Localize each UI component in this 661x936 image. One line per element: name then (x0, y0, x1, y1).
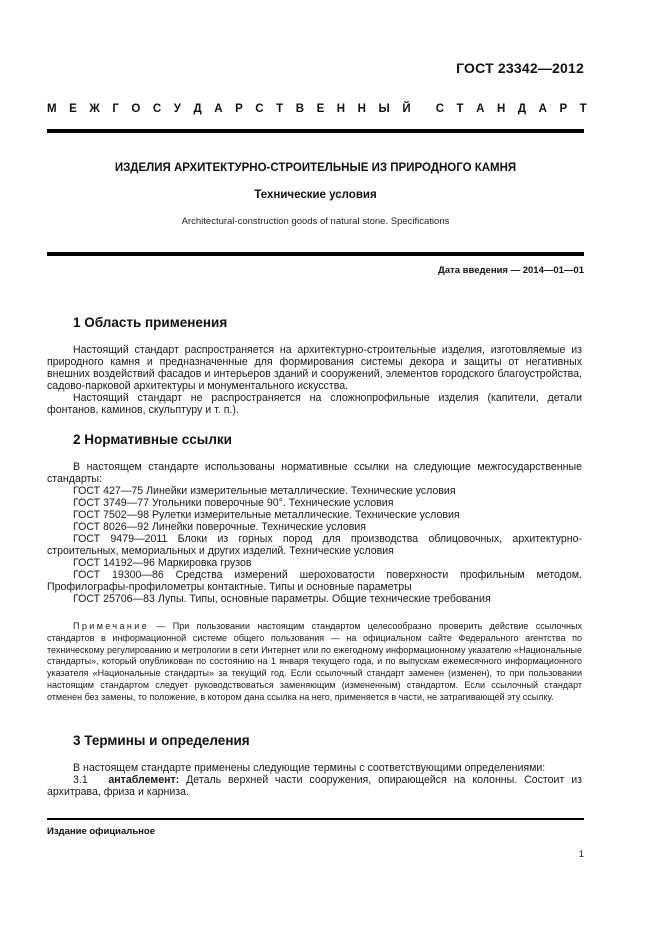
heading-letter: Т (456, 103, 464, 115)
section-3-heading: 3 Термины и определения (73, 733, 250, 748)
document-title: ИЗДЕЛИЯ АРХИТЕКТУРНО-СТРОИТЕЛЬНЫЕ ИЗ ПРИРОДНОГО КАМНЯ (114, 162, 517, 174)
heading-letter: М (47, 103, 57, 115)
reference-item: ГОСТ 14192—96 Маркировка грузов (73, 557, 252, 569)
reference-item: ГОСТ 9479—2011 Блоки из горных пород для производства облицовочных, архитектурно-строительных, мемориальных и других изделий. Технические условия (47, 533, 582, 557)
references-list (47, 461, 582, 605)
note-label: Примечание (73, 621, 150, 631)
title-rule (47, 252, 584, 256)
page-number: 1 (578, 849, 584, 860)
paragraph: Настоящий стандарт распространяется на архитектурно-строительные изделия, изготовляемые из природного камня и предназначенные для формирования системы декора и защиты от негативных внешних воздействий фасадов и интерьеров зданий и сооружений, элементов городского благоустройства, садово-парковой архитектуры и монументального искусства. (47, 344, 582, 392)
standard-type-heading (47, 103, 587, 115)
official-edition-label: Издание официальное (47, 826, 155, 837)
reference-item: ГОСТ 19300—86 Средства измерений шероховатости поверхности профильным методом. Профилографы-профилометры контактные. Типы и основные параметры (47, 569, 582, 593)
heading-letter: А (538, 103, 547, 115)
paragraph: Настоящий стандарт не распространяется на сложнопрофильные изделия (капители, детали фонтанов, каминов, скульптуру и т. п.). (47, 392, 582, 416)
paragraph: В настоящем стандарте использованы нормативные ссылки на следующие межгосударственные стандарты: (47, 461, 582, 485)
heading-letter: С (152, 103, 162, 115)
term-number: 3.1 (73, 774, 88, 786)
heading-letter: А (476, 103, 485, 115)
top-rule (47, 129, 584, 133)
heading-letter: Й (402, 103, 411, 115)
term-text: Деталь верхней части сооружения, опирающейся на колонны. Состоит из архитрава, фриза и карниза. (47, 774, 582, 798)
document-subtitle: Технические условия (254, 189, 377, 201)
heading-letter: Е (316, 103, 325, 115)
reference-item: ГОСТ 427—75 Линейки измерительные металлические. Технические условия (73, 485, 456, 497)
heading-letter: Е (69, 103, 77, 115)
heading-letter: Н (336, 103, 346, 115)
section-3-body (47, 762, 582, 798)
heading-letter: Ж (89, 103, 100, 115)
section-2-heading: 2 Нормативные ссылки (73, 432, 232, 447)
introduction-date: Дата введения — 2014—01—01 (438, 265, 584, 276)
heading-letter: У (173, 103, 181, 115)
heading-letter: Н (496, 103, 506, 115)
heading-letter: Д (193, 103, 202, 115)
heading-letter: С (255, 103, 264, 115)
heading-letter: Н (357, 103, 366, 115)
heading-letter: Р (559, 103, 568, 115)
document-title-english: Architectural-construction goods of natural stone. Specifications (181, 216, 450, 227)
heading-letter: С (435, 103, 444, 115)
section-1-body (47, 344, 582, 416)
footer-rule (47, 818, 584, 820)
paragraph: В настоящем стандарте применены следующие термины с соответствующими определениями: (73, 762, 546, 774)
reference-item: ГОСТ 7502—98 Рулетки измерительные металлические. Технические условия (73, 509, 460, 521)
note-block (47, 621, 582, 704)
note-text: — При пользовании настоящим стандартом целесообразно проверить действие ссылочных стандартов в информационной системе общего пользования — на официальном сайте Федерального агентства по техническому регулированию и метрологии в сети Интернет или по ежегодному информационному указателю «Национальные стандарты», который опубликован по состоянию на 1 января текущего года, и по выпускам ежемесячного информационного указателя «Национальные стандарты» за текущий год. Если ссылочный стандарт заменен (изменен), то при пользовании настоящим стандартом следует руководствоваться заменяющим (измененным) стандартом. Если ссылочный стандарт отменен без замены, то положение, в котором дана ссылка на него, применяется в части, не затрагивающей эту ссылку. (47, 621, 582, 702)
heading-letter: Д (517, 103, 527, 115)
heading-letter: А (214, 103, 223, 115)
heading-letter: В (295, 103, 305, 115)
heading-letter: Ы (378, 103, 390, 115)
reference-item: ГОСТ 8026—92 Линейки поверочные. Технические условия (73, 521, 366, 533)
heading-letter: Р (235, 103, 243, 115)
heading-letter: Т (276, 103, 284, 115)
heading-letter: О (131, 103, 141, 115)
heading-letter: Т (579, 103, 587, 115)
term-definition (47, 774, 582, 798)
standard-number: ГОСТ 23342—2012 (456, 60, 584, 76)
reference-item: ГОСТ 3749—77 Угольники поверочные 90°. Технические условия (73, 497, 394, 509)
term-name: антаблемент: (108, 774, 180, 786)
heading-letter: Г (112, 103, 119, 115)
section-1-heading: 1 Область применения (73, 315, 228, 330)
reference-item: ГОСТ 25706—83 Лупы. Типы, основные параметры. Общие технические требования (73, 593, 491, 605)
